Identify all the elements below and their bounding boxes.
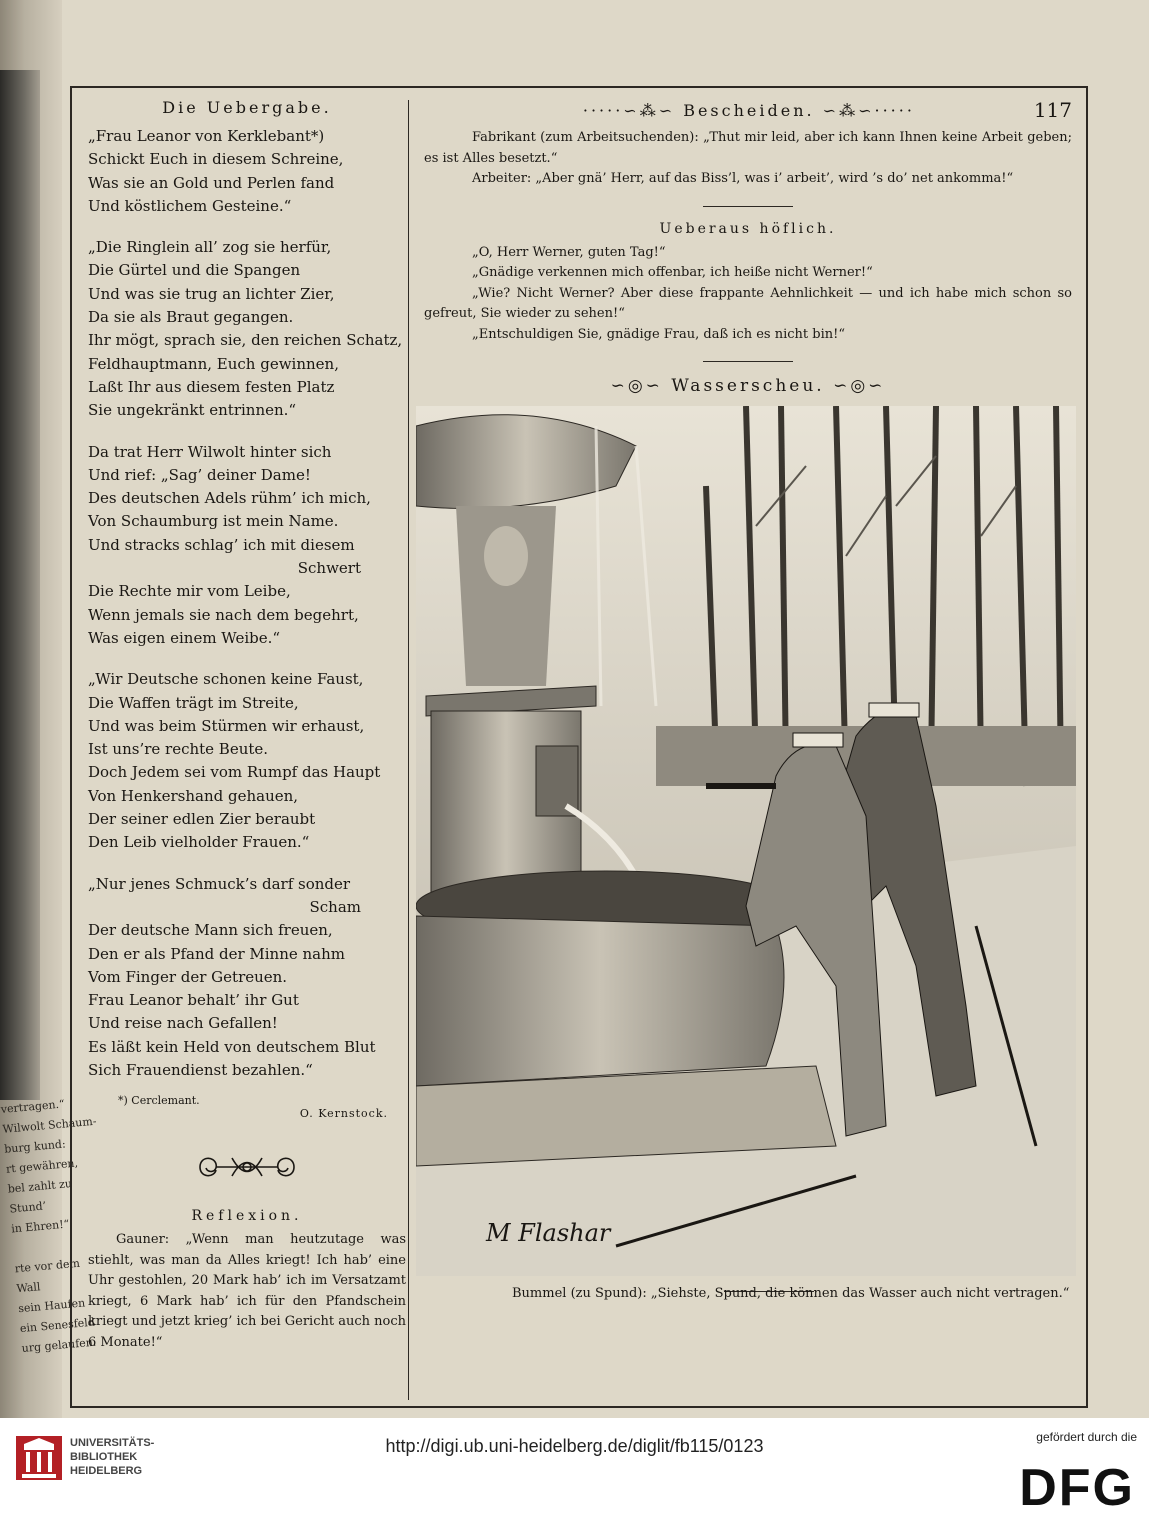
poem-line: Von Henkershand gehauen, <box>88 786 299 805</box>
dfg-logo: DFG <box>1019 1459 1135 1517</box>
poem-line: Frau Leanor behalt’ ihr Gut <box>88 991 299 1010</box>
poem-line: Den er als Pfand der Minne nahm <box>88 944 345 963</box>
poem-line: Den Leib vielholder Frauen.“ <box>88 833 310 852</box>
section-rule <box>703 206 793 207</box>
poem-line: Vom Finger der Getreuen. <box>88 967 288 986</box>
viewer-footer <box>0 1418 1149 1528</box>
poem-line: Ihr mögt, sprach sie, den reichen Schatz, <box>88 331 403 350</box>
poem-line: Und rief: „Sag’ deiner Dame! <box>88 465 311 484</box>
paragraph: „O, Herr Werner, guten Tag!“ <box>472 244 666 260</box>
fragment-line: ein Senesfeld <box>19 1315 96 1336</box>
fragment-line: bel zahlt zu <box>7 1177 73 1196</box>
poem-signature: O. Kernstock. <box>299 1107 388 1121</box>
fountain-illustration <box>416 406 1076 1276</box>
section-rule <box>703 361 793 362</box>
flourish-right-icon: ∽⁂∽····· <box>814 100 915 120</box>
poem-line: Laßt Ihr aus diesem festen Platz <box>88 377 335 396</box>
poem-line: Ist uns’re rechte Beute. <box>88 740 269 759</box>
poem-line: Was sie an Gold und Perlen fand <box>88 173 335 192</box>
poem-line: Da sie als Braut gegangen. <box>88 308 294 327</box>
fragment-line: Stund’ <box>8 1199 47 1216</box>
poem-line: Doch Jedem sei vom Rumpf das Haupt <box>88 763 381 782</box>
poem-line: Schickt Euch in diesem Schreine, <box>88 150 344 169</box>
poem-line: Des deutschen Adels rühm’ ich mich, <box>88 489 371 508</box>
poem-line: Der deutsche Mann sich freuen, <box>88 921 333 940</box>
page-number: 117 <box>1033 98 1072 122</box>
swirl-left-icon: ∽◎∽ <box>610 376 672 396</box>
footnote: *) Cerclemant. <box>118 1094 200 1108</box>
paragraph: „Wie? Nicht Werner? Aber diese frappante Aehnlichkeit — und ich habe mich schon so gefreut, Sie wieder zu sehen!“ <box>424 285 1072 321</box>
paragraph: Fabrikant (zum Arbeitsuchenden): „Thut mir leid, aber ich kann Ihnen keine Arbeit geben; es ist Alles besetzt.“ <box>424 130 1072 166</box>
poem-stanza <box>88 236 406 422</box>
paragraph: „Gnädige verkennen mich offenbar, ich heiße nicht Werner!“ <box>472 265 873 280</box>
paragraph: Arbeiter: „Aber gnä’ Herr, auf das Biss’l, was i’ arbeit’, wird ’s do’ net ankomma!“ <box>472 171 1014 186</box>
fragment-line: rte vor dem <box>14 1256 81 1276</box>
poem-line: Da trat Herr Wilwolt hinter sich <box>88 442 332 461</box>
poem-line: „Frau Leanor von Kerklebant*) <box>88 127 325 145</box>
poem-title: Die Uebergabe. <box>162 98 332 117</box>
poem-body <box>88 125 406 1082</box>
wasser-title: ∽◎∽ Wasserscheu. ∽◎∽ <box>610 376 886 396</box>
running-header <box>424 98 1072 122</box>
poem-line: „Nur jenes Schmuck’s darf sonder <box>88 874 351 893</box>
artist-signature: M Flashar <box>486 1219 611 1247</box>
fragment-line: burg kund: <box>3 1137 67 1156</box>
poem-stanza <box>88 668 406 854</box>
poem-line: Und köstlichem Gesteine.“ <box>88 196 292 215</box>
poem-line: „Wir Deutsche schonen keine Faust, <box>88 670 364 689</box>
fragment-line: vertragen.“ <box>0 1097 66 1116</box>
swirl-right-icon: ∽◎∽ <box>824 376 886 396</box>
funding-note: gefördert durch die <box>1036 1430 1137 1444</box>
cap <box>869 703 919 717</box>
fragment-line: in Ehren!“ <box>10 1217 70 1236</box>
poem-stanza <box>88 873 406 1083</box>
previous-page-illustration-edge <box>0 70 40 1100</box>
fragment-line: Wall <box>15 1280 41 1296</box>
bescheiden-text <box>424 128 1072 190</box>
lion-mask <box>536 746 578 816</box>
bescheiden-title: ·····∽⁂∽ Bescheiden. ∽⁂∽····· <box>582 100 915 120</box>
poem-line: Und was beim Stürmen wir erhaust, <box>88 716 365 735</box>
poem-line: Schwert <box>297 559 361 578</box>
poem-line: Scham <box>309 897 361 916</box>
poem-line: „Die Ringlein all’ zog sie herfür, <box>88 238 332 257</box>
hoeflich-title: Ueberaus höflich. <box>659 220 837 237</box>
ornament-icon <box>192 1150 302 1184</box>
right-column <box>424 94 1072 1301</box>
poem-line: Die Waffen trägt im Streite, <box>88 693 299 712</box>
column-divider <box>408 100 409 1400</box>
reflexion-text: Gauner: „Wenn man heutzutage was stiehlt, was man da Alles kriegt! Ich hab’ eine Uhr gestohlen, 20 Mark hab’ ich im Versatzamt kriegt, 6 Mark hab’ ich für den Pfandschein kriegt und jetzt krieg’ ich bei Gericht auch noch 6 Monate!“ <box>88 1232 406 1350</box>
poem-line: Die Rechte mir vom Leibe, <box>88 582 291 601</box>
poem-line: Es läßt kein Held von deutschem Blut <box>88 1037 376 1056</box>
left-column <box>88 94 406 1353</box>
poem-line: Die Gürtel und die Spangen <box>88 261 301 280</box>
fragment-line: urg gelaufen. <box>21 1335 97 1356</box>
poem-line: Sie ungekränkt entrinnen.“ <box>88 401 297 420</box>
poem-line: Und reise nach Gefallen! <box>88 1014 278 1033</box>
reflexion-title: Reflexion. <box>191 1208 303 1225</box>
library-name: UNIVERSITÄTS- BIBLIOTHEK HEIDELBERG <box>70 1437 155 1477</box>
poem-line: Der seiner edlen Zier beraubt <box>88 810 316 829</box>
document-url-link[interactable]: http://digi.ub.uni-heidelberg.de/diglit/fb115/0123 <box>385 1436 764 1456</box>
poem-line: Wenn jemals sie nach dem begehrt, <box>88 605 359 624</box>
fragment-line: sein Haufen <box>17 1296 86 1316</box>
hoeflich-text <box>424 243 1072 346</box>
poem-stanza <box>88 441 406 651</box>
poem-line: Feldhauptmann, Euch gewinnen, <box>88 354 339 373</box>
poem-line: Von Schaumburg ist mein Name. <box>88 512 339 531</box>
paragraph: „Entschuldigen Sie, gnädige Frau, daß ich es nicht bin!“ <box>472 326 845 342</box>
poem-line: Und stracks schlag’ ich mit diesem <box>88 535 355 554</box>
fragment-line: Wilwolt Schaum- <box>2 1114 97 1136</box>
poem-line: Und was sie trug an lichter Zier, <box>88 284 335 303</box>
fragment-line: rt gewähren, <box>5 1156 79 1176</box>
poem-line: Was eigen einem Weibe.“ <box>88 628 281 647</box>
poem-line: Sich Frauendienst bezahlen.“ <box>88 1060 313 1079</box>
poem-stanza <box>88 125 406 218</box>
flourish-left-icon: ·····∽⁂∽ <box>582 100 684 120</box>
illustration-caption: Bummel (zu Spund): „Siehste, Spund, die können das Wasser auch nicht vertragen.“ <box>512 1286 1070 1301</box>
